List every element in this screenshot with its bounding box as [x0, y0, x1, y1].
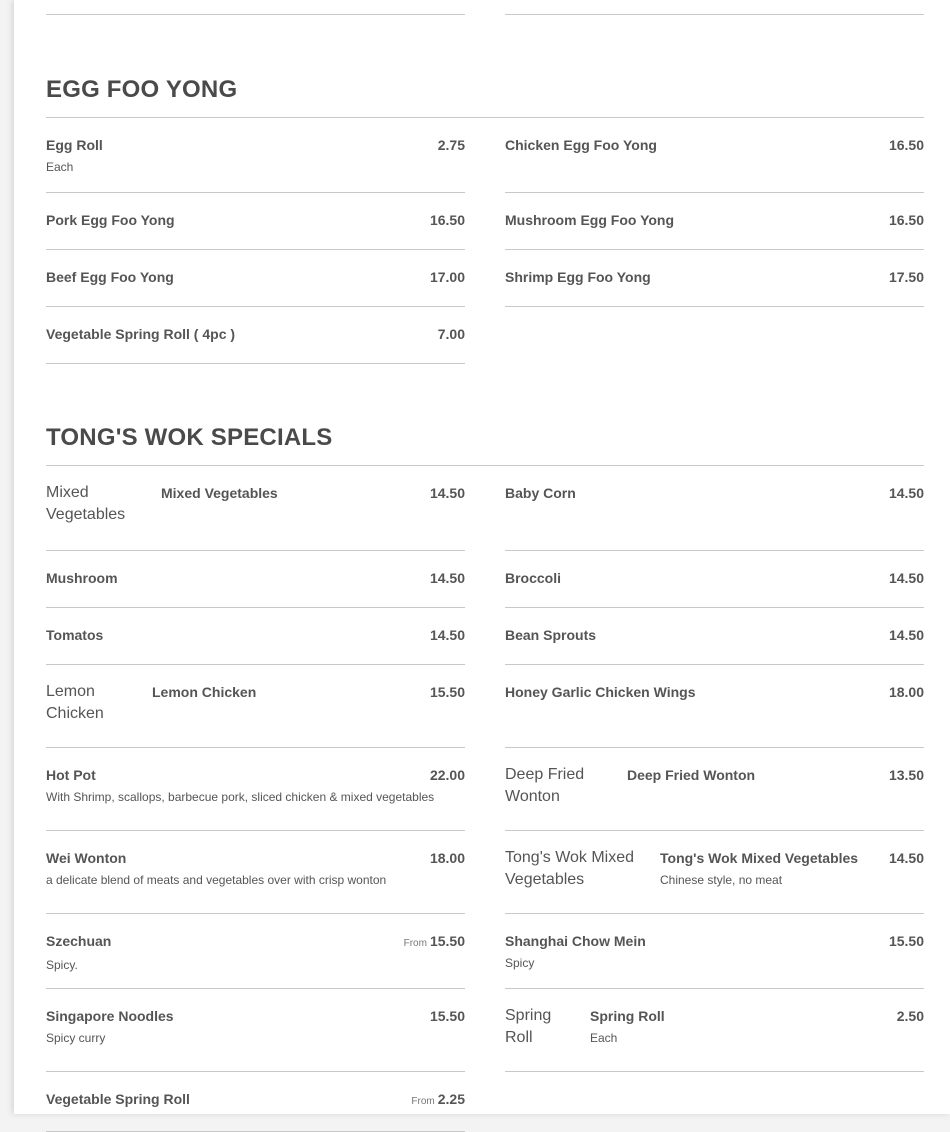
price-value: 15.50 [429, 684, 465, 700]
menu-item-broccoli[interactable] [505, 551, 924, 608]
item-name: Wei Wonton [46, 850, 127, 866]
item-description: a delicate blend of meats and vegetables over with crisp wonton [46, 873, 387, 887]
menu-item-lemon-chicken[interactable] [46, 665, 465, 748]
item-name: Spring Roll [590, 1008, 665, 1024]
item-price [889, 269, 924, 285]
item-name: Mushroom Egg Foo Yong [505, 212, 675, 228]
price-value: 2.75 [437, 137, 465, 153]
section-title: TONG'S WOK SPECIALS [46, 424, 333, 451]
price-prefix: From [403, 938, 427, 949]
menu-item-honey-garlic-chicken-wings[interactable] [505, 665, 924, 748]
menu-item-shanghai-chow-mein[interactable] [505, 914, 924, 989]
price-value: 2.25 [437, 1091, 465, 1107]
item-name: Baby Corn [505, 485, 576, 501]
item-description: Each [46, 160, 74, 174]
item-price [430, 570, 465, 586]
menu-item-spring-roll[interactable] [505, 989, 924, 1072]
item-image: Mixed Vegetables [46, 484, 126, 523]
item-price [430, 269, 465, 285]
menu-item-mixed-vegetables[interactable] [46, 466, 465, 551]
item-price [889, 850, 924, 866]
menu-item-egg-roll[interactable] [46, 118, 465, 193]
price-value: 2.50 [896, 1008, 924, 1024]
item-description: Spicy curry [46, 1031, 106, 1045]
item-name: Singapore Noodles [46, 1008, 174, 1024]
menu-item-chicken-egg-foo-yong[interactable] [505, 118, 924, 193]
menu-item-mushroom-egg-foo-yong[interactable] [505, 193, 924, 250]
price-value: 14.50 [429, 627, 465, 643]
item-name: Vegetable Spring Roll ( 4pc ) [46, 326, 236, 342]
price-value: 15.50 [429, 933, 465, 949]
menu-item-mushroom[interactable] [46, 551, 465, 608]
price-value: 14.50 [888, 485, 924, 501]
menu-item-shrimp-egg-foo-yong[interactable] [505, 250, 924, 307]
menu-item-pork-egg-foo-yong[interactable] [46, 193, 465, 250]
item-image: Spring Roll [505, 1007, 552, 1046]
item-price [430, 1008, 465, 1024]
price-value: 18.00 [429, 850, 465, 866]
item-name: Vegetable Spring Roll [46, 1091, 190, 1107]
price-value: 22.00 [429, 767, 465, 783]
price-value: 17.50 [888, 269, 924, 285]
price-prefix: From [411, 1096, 435, 1107]
item-name: Tomatos [46, 627, 104, 643]
menu-item-wei-wonton[interactable] [46, 831, 465, 914]
item-name: Shrimp Egg Foo Yong [505, 269, 651, 285]
menu-item-baby-corn[interactable] [505, 466, 924, 551]
menu-page [14, 0, 950, 1114]
menu-item-szechuan[interactable] [46, 914, 465, 989]
item-name: Pork Egg Foo Yong [46, 212, 175, 228]
item-price [430, 767, 465, 783]
item-name: Hot Pot [46, 767, 96, 783]
menu-item-deep-fried-wonton[interactable] [505, 748, 924, 831]
menu-item-beef-egg-foo-yong[interactable] [46, 250, 465, 307]
price-value: 14.50 [888, 627, 924, 643]
item-name: Tong's Wok Mixed Vegetables [660, 850, 859, 866]
item-price [430, 212, 465, 228]
item-price [889, 684, 924, 700]
item-name: Mixed Vegetables [161, 485, 278, 501]
price-value: 16.50 [429, 212, 465, 228]
item-price [889, 137, 924, 153]
item-image: Deep Fried Wonton [505, 766, 585, 805]
item-price [430, 627, 465, 643]
item-price [430, 485, 465, 501]
item-description: Spicy. [46, 958, 78, 972]
item-name: Chicken Egg Foo Yong [505, 137, 657, 153]
item-price [404, 933, 465, 949]
menu-item-singapore-noodles[interactable] [46, 989, 465, 1072]
item-price [889, 485, 924, 501]
section-title: EGG FOO YONG [46, 76, 238, 103]
price-value: 13.50 [888, 767, 924, 783]
price-value: 14.50 [429, 485, 465, 501]
menu-item-vegetable-spring-roll[interactable] [46, 1072, 465, 1132]
item-name: Lemon Chicken [152, 684, 257, 700]
menu-item-bean-sprouts[interactable] [505, 608, 924, 665]
item-name: Mushroom [46, 570, 118, 586]
item-image: Tong's Wok Mixed Vegetables [505, 849, 635, 888]
item-description: Spicy [505, 956, 535, 970]
menu-item-vegetable-spring-roll-4pc[interactable] [46, 307, 465, 364]
item-name: Shanghai Chow Mein [505, 933, 646, 949]
price-value: 14.50 [888, 850, 924, 866]
price-value: 15.50 [429, 1008, 465, 1024]
item-description: Chinese style, no meat [660, 873, 783, 887]
item-description: Each [590, 1031, 618, 1045]
item-price [889, 767, 924, 783]
item-image: Lemon Chicken [46, 683, 104, 722]
item-name: Broccoli [505, 570, 562, 586]
item-price [411, 1091, 465, 1107]
item-price [438, 326, 465, 342]
item-price [889, 570, 924, 586]
item-name: Deep Fried Wonton [627, 767, 756, 783]
item-name: Beef Egg Foo Yong [46, 269, 174, 285]
price-value: 14.50 [888, 570, 924, 586]
item-price [889, 627, 924, 643]
item-name: Bean Sprouts [505, 627, 597, 643]
menu-item-tomatos[interactable] [46, 608, 465, 665]
item-price [889, 933, 924, 949]
item-price [430, 850, 465, 866]
price-value: 7.00 [437, 326, 465, 342]
divider [505, 14, 924, 15]
item-name: Szechuan [46, 933, 112, 949]
price-value: 14.50 [429, 570, 465, 586]
price-value: 18.00 [888, 684, 924, 700]
item-name: Honey Garlic Chicken Wings [505, 684, 696, 700]
price-value: 16.50 [888, 137, 924, 153]
item-name: Egg Roll [46, 137, 103, 153]
price-value: 15.50 [888, 933, 924, 949]
price-value: 16.50 [888, 212, 924, 228]
price-value: 17.00 [429, 269, 465, 285]
item-price [430, 684, 465, 700]
item-description: With Shrimp, scallops, barbecue pork, sliced chicken & mixed vegetables [46, 790, 435, 804]
item-price [438, 137, 465, 153]
item-price [897, 1008, 924, 1024]
divider [46, 14, 465, 15]
menu-item-hot-pot[interactable] [46, 748, 465, 831]
menu-item-tong-s-wok-mixed-vegetables[interactable] [505, 831, 924, 914]
item-price [889, 212, 924, 228]
